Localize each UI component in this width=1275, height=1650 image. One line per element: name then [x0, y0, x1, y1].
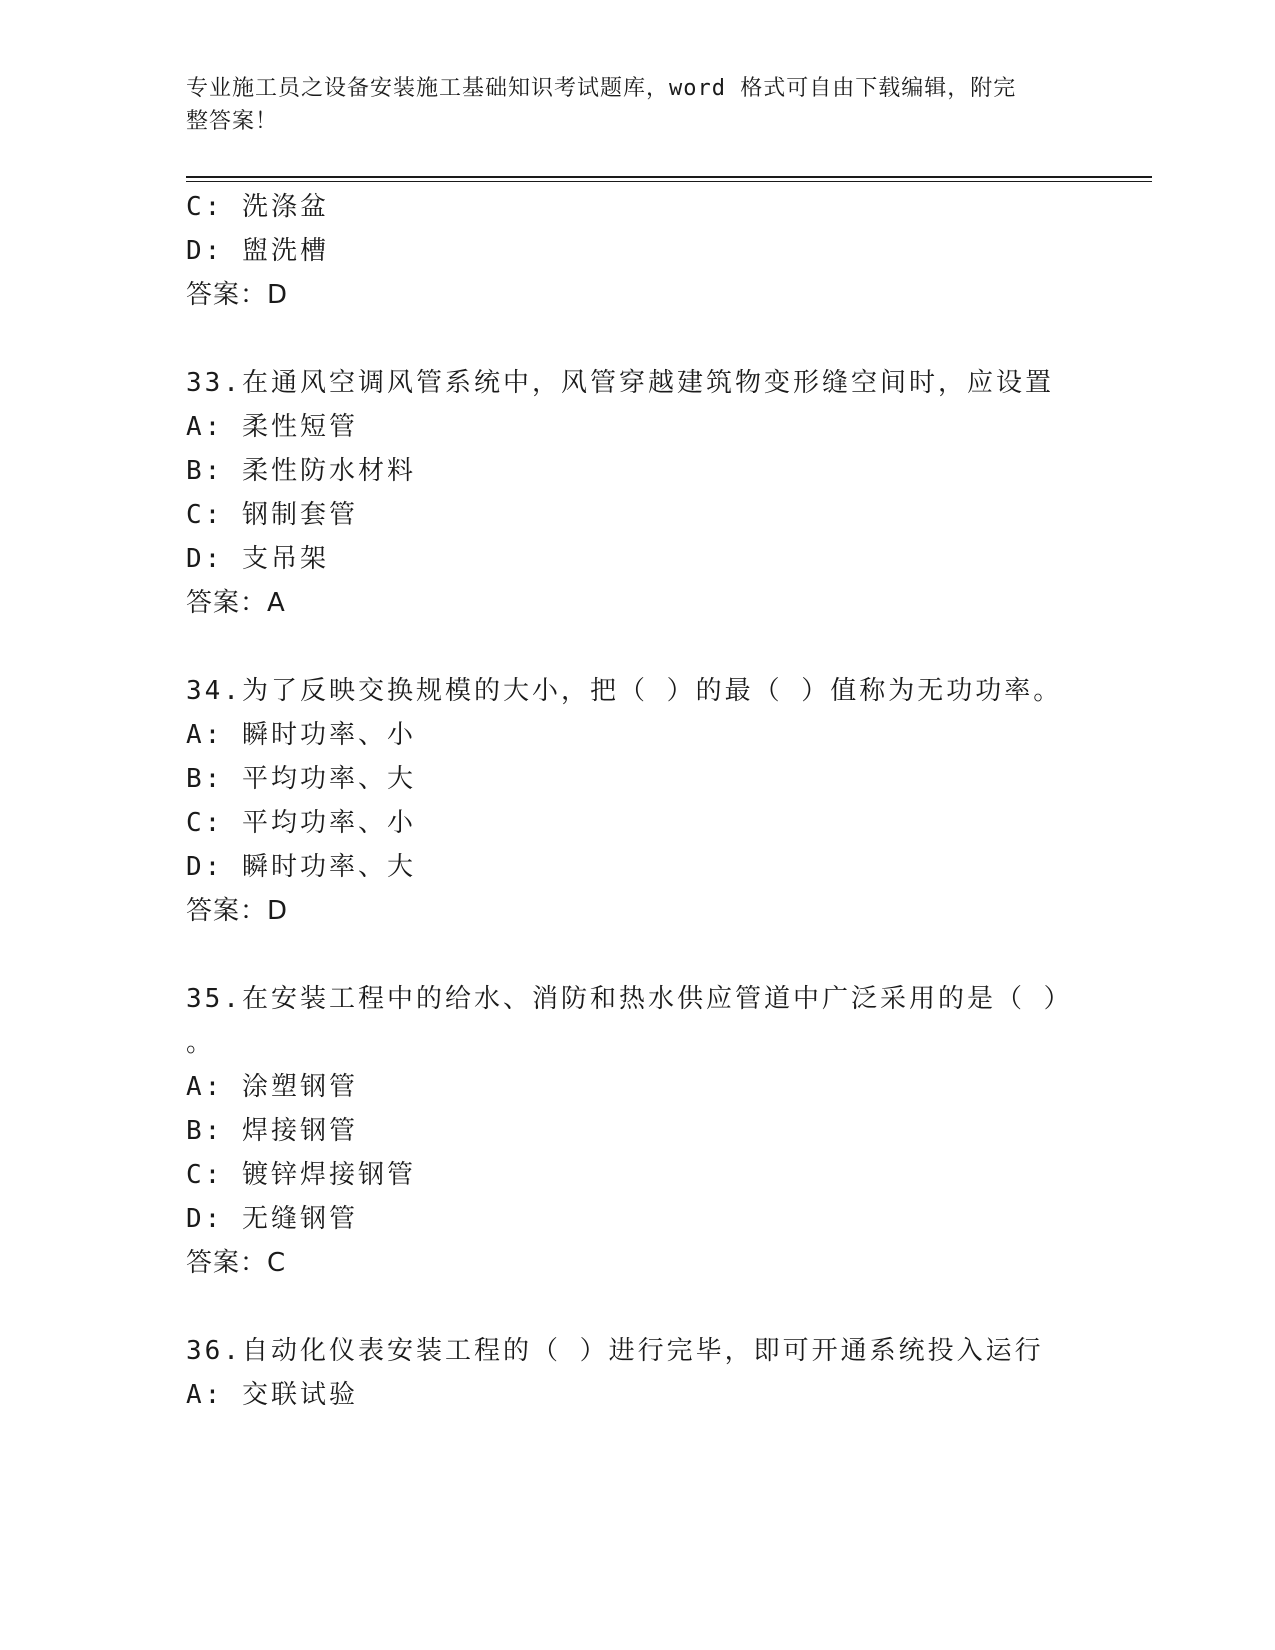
q34-option-b: B: 平均功率、大	[186, 764, 416, 794]
header-line-2: 整答案！	[186, 109, 279, 134]
prev-option-d: D: 盥洗槽	[186, 236, 329, 266]
header-divider-thin	[186, 181, 1152, 182]
prev-option-c: C: 洗涤盆	[186, 192, 329, 222]
q35-option-c: C: 镀锌焊接钢管	[186, 1160, 416, 1190]
q35-option-b: B: 焊接钢管	[186, 1116, 358, 1146]
q36-option-a: A: 交联试验	[186, 1380, 358, 1410]
q34-option-d: D: 瞬时功率、大	[186, 852, 416, 882]
q36-question: 36.自动化仪表安装工程的（ ）进行完毕，即可开通系统投入运行	[186, 1336, 1044, 1366]
q33-option-b: B: 柔性防水材料	[186, 456, 416, 486]
q33-option-c: C: 钢制套管	[186, 500, 358, 530]
q35-option-d: D: 无缝钢管	[186, 1204, 358, 1234]
document-header	[186, 72, 1086, 138]
q34-option-c: C: 平均功率、小	[186, 808, 416, 838]
q35-option-a: A: 涂塑钢管	[186, 1072, 358, 1102]
prev-answer: 答案：D	[186, 280, 289, 310]
q35-question-continuation: 。	[186, 1028, 216, 1058]
q33-question: 33.在通风空调风管系统中，风管穿越建筑物变形缝空间时，应设置	[186, 368, 1054, 398]
header-divider-thick	[186, 176, 1152, 178]
q33-option-d: D: 支吊架	[186, 544, 329, 574]
q34-question: 34.为了反映交换规模的大小，把（ ）的最（ ）值称为无功功率。	[186, 676, 1063, 706]
header-line-1: 专业施工员之设备安装施工基础知识考试题库，word 格式可自由下载编辑，附完	[186, 76, 1017, 101]
q33-option-a: A: 柔性短管	[186, 412, 358, 442]
q33-answer: 答案：A	[186, 588, 286, 618]
q35-answer: 答案：C	[186, 1248, 287, 1278]
q34-option-a: A: 瞬时功率、小	[186, 720, 416, 750]
q34-answer: 答案：D	[186, 896, 289, 926]
q35-question: 35.在安装工程中的给水、消防和热水供应管道中广泛采用的是（ ）	[186, 984, 1073, 1014]
